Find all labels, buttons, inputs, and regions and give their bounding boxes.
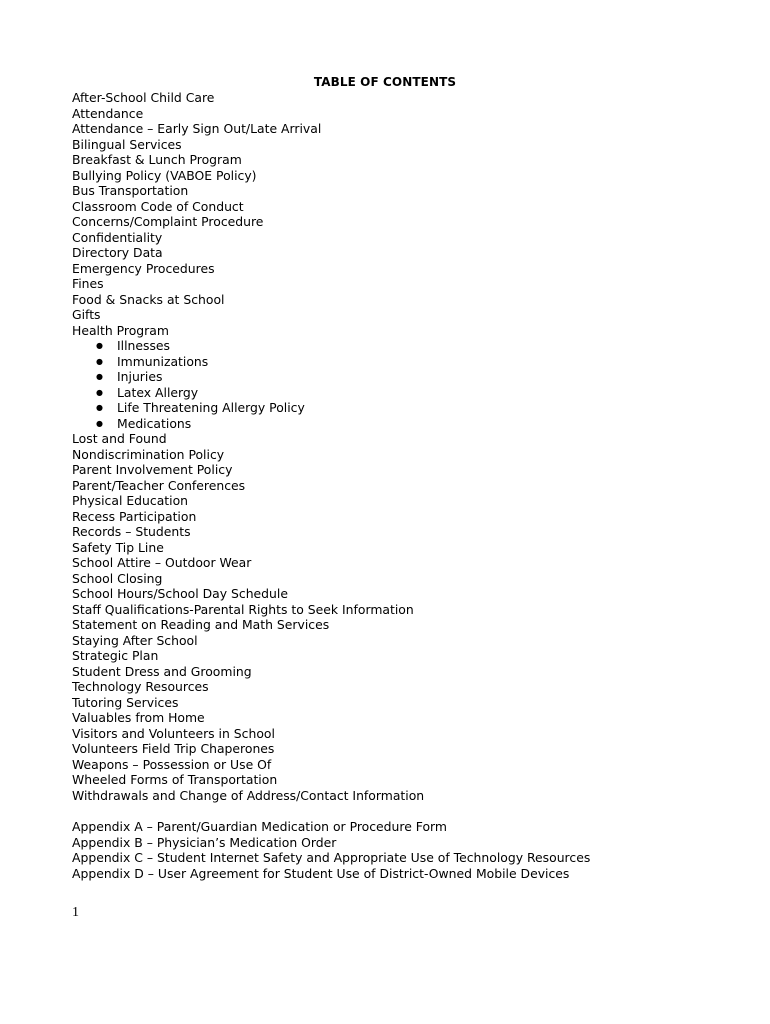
toc-entry: Confidentiality	[72, 229, 163, 245]
toc-entry: Wheeled Forms of Transportation	[72, 772, 278, 787]
toc-entry: Strategic Plan	[72, 648, 159, 663]
toc-subitem-label: Life Threatening Allergy Policy	[117, 400, 305, 415]
toc-entry: Parent Involvement Policy	[72, 462, 233, 477]
toc-entry: Staying After School	[72, 632, 198, 648]
table-of-contents	[72, 90, 424, 803]
toc-entry: Valuables from Home	[72, 710, 205, 725]
appendix-entry: Appendix B – Physician’s Medication Order	[72, 834, 337, 850]
toc-subitem-label: Injuries	[117, 369, 163, 384]
toc-entry: Food & Snacks at School	[72, 291, 225, 307]
toc-subitem	[72, 416, 424, 432]
bullet-icon: ●	[96, 341, 103, 350]
page-title: TABLE OF CONTENTS	[313, 75, 457, 89]
bullet-icon: ●	[96, 372, 103, 381]
toc-entry: Physical Education	[72, 493, 189, 508]
toc-subitem-label: Immunizations	[117, 353, 209, 369]
appendix-entry: Appendix D – User Agreement for Student Use of District-Owned Mobile Devices	[72, 865, 570, 881]
toc-entry: Records – Students	[72, 524, 191, 539]
toc-entry: School Attire – Outdoor Wear	[72, 555, 252, 570]
toc-entry: Staff Qualifications-Parental Rights to Seek Information	[72, 601, 414, 617]
toc-entry: Weapons – Possession or Use Of	[72, 756, 272, 772]
toc-entry: Directory Data	[72, 245, 163, 260]
bullet-icon: ●	[96, 356, 103, 366]
toc-subitem-label: Latex Allergy	[117, 384, 199, 400]
toc-entry: Bus Transportation	[72, 183, 189, 198]
toc-entry: Recess Participation	[72, 508, 197, 524]
toc-entry: Health Program	[72, 322, 169, 338]
page-number: 1	[72, 905, 79, 920]
toc-entry: Breakfast & Lunch Program	[72, 152, 242, 167]
toc-entry: Withdrawals and Change of Address/Contact Information	[72, 787, 425, 803]
toc-entry: Technology Resources	[72, 679, 209, 694]
toc-entry: School Closing	[72, 570, 163, 586]
toc-entry: Visitors and Volunteers in School	[72, 725, 275, 741]
toc-entry: After-School Child Care	[72, 90, 215, 105]
toc-subitem-label: Illnesses	[117, 338, 171, 353]
toc-entry: Emergency Procedures	[72, 260, 215, 276]
toc-entry: Bullying Policy (VABOE Policy)	[72, 167, 257, 183]
toc-entry: Fines	[72, 276, 104, 291]
appendix-entry: Appendix A – Parent/Guardian Medication or Procedure Form	[72, 819, 447, 834]
toc-entry: Attendance	[72, 105, 144, 121]
toc-subitem	[72, 354, 424, 370]
toc-entry: Nondiscrimination Policy	[72, 446, 225, 462]
toc-subitem	[72, 369, 424, 385]
toc-entry: Safety Tip Line	[72, 539, 164, 555]
toc-entry: Student Dress and Grooming	[72, 663, 252, 679]
appendix-list	[72, 819, 590, 881]
toc-entry: Attendance – Early Sign Out/Late Arrival	[72, 121, 322, 136]
toc-entry: Tutoring Services	[72, 694, 179, 710]
toc-entry: Statement on Reading and Math Services	[72, 617, 330, 632]
toc-subitem-label: Medications	[117, 415, 192, 431]
toc-entry: Lost and Found	[72, 431, 167, 446]
toc-entry: Bilingual Services	[72, 136, 182, 152]
toc-subitem	[72, 400, 424, 416]
toc-entry: Parent/Teacher Conferences	[72, 477, 246, 493]
toc-entry: Classroom Code of Conduct	[72, 198, 244, 214]
toc-entry: Gifts	[72, 307, 101, 322]
bullet-icon: ●	[96, 418, 103, 428]
toc-subitem	[72, 385, 424, 401]
appendix-entry: Appendix C – Student Internet Safety and Appropriate Use of Technology Resources	[72, 850, 591, 865]
toc-entry: Concerns/Complaint Procedure	[72, 214, 264, 229]
toc-subitem	[72, 338, 424, 354]
toc-entry: School Hours/School Day Schedule	[72, 586, 288, 601]
toc-entry: Volunteers Field Trip Chaperones	[72, 741, 275, 756]
bullet-icon: ●	[96, 403, 103, 412]
bullet-icon: ●	[96, 387, 103, 397]
